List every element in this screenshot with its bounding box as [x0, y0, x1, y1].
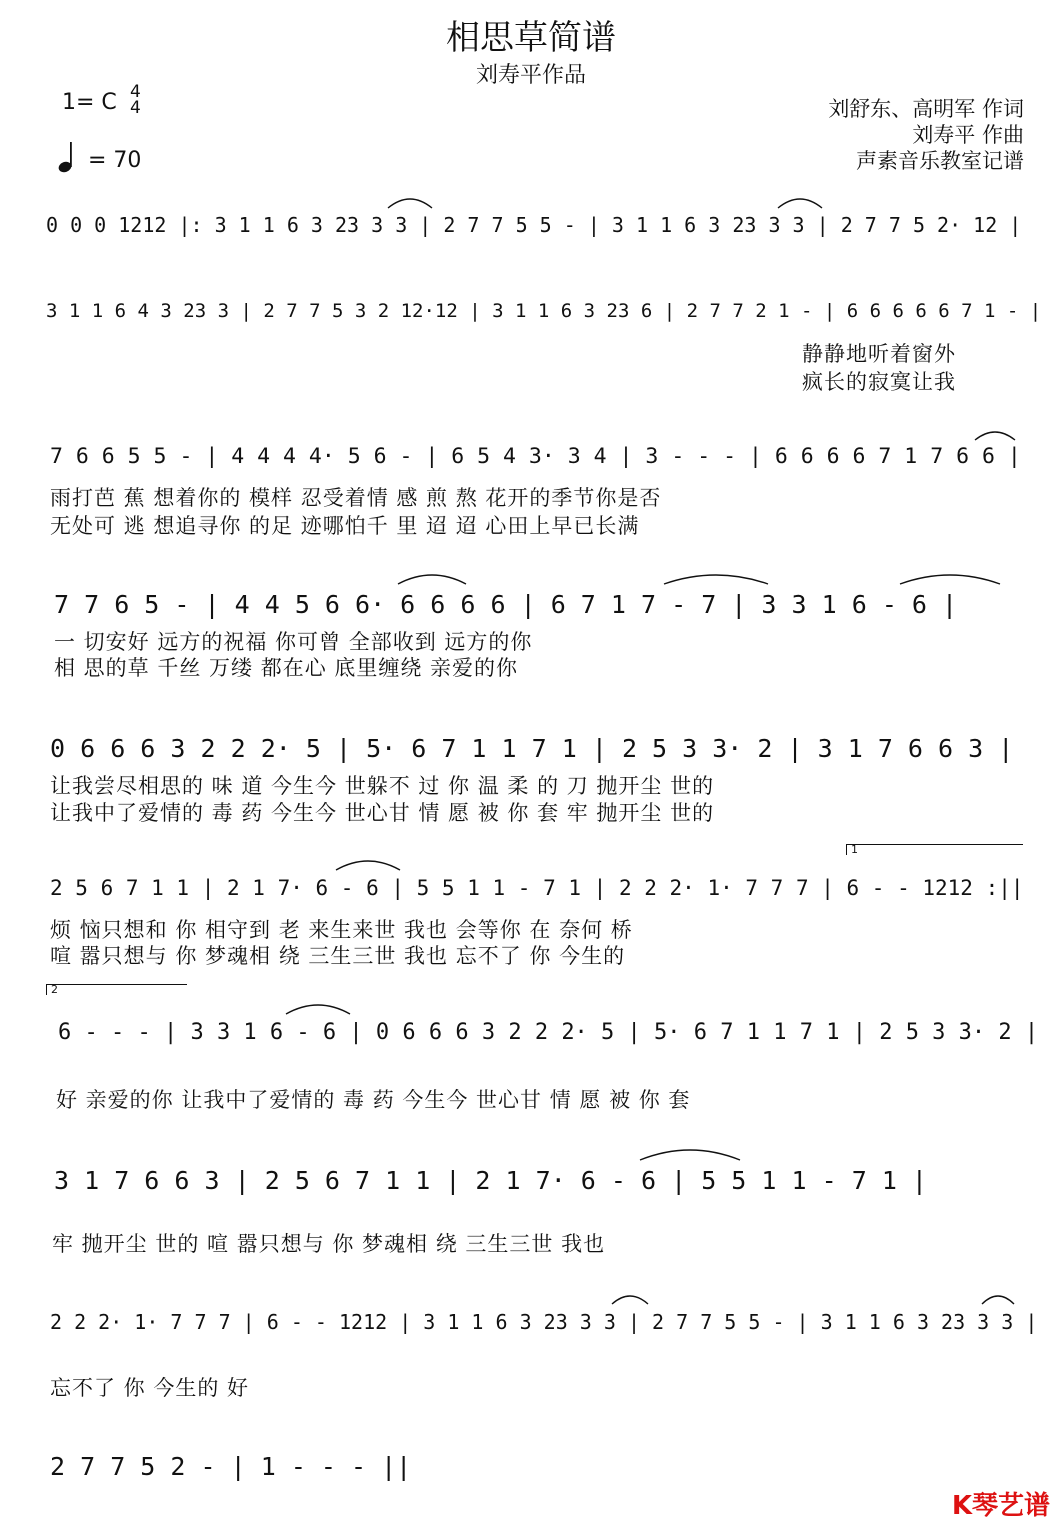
score-row-2-lyric-1: 静静地听着窗外	[802, 342, 956, 366]
time-signature-bottom: 4	[130, 98, 141, 118]
tie-mark	[975, 432, 1015, 440]
tie-mark	[900, 575, 1000, 584]
tie-mark	[664, 575, 768, 584]
second-ending-number: 2	[51, 983, 58, 996]
score-row-4-lyric-2: 相 思的草 千丝 万缕 都在心 底里缠绕 亲爱的你	[54, 656, 519, 680]
score-row-2-notes: 3 1 1 6 4 3 23 3 | 2 7 7 5 3 2 12·12 | 3 1 1 6 3 23 6 | 2 7 7 2 1 - | 6 6 6 6 6 7 1 - |	[46, 300, 1042, 322]
tie-mark	[388, 199, 432, 208]
score-row-5-lyric-1: 让我尝尽相思的 味 道 今生今 世躲不 过 你 温 柔 的 刀 抛开尘 世的	[50, 774, 715, 798]
score-row-8-notes: 3 1 7 6 6 3 | 2 5 6 7 1 1 | 2 1 7· 6 - 6 | 5 5 1 1 - 7 1 |	[54, 1166, 927, 1195]
score-row-5-lyric-2: 让我中了爱情的 毒 药 今生今 世心甘 情 愿 被 你 套 牢 抛开尘 世的	[50, 801, 715, 825]
first-ending-bracket	[846, 844, 1023, 855]
quarter-note-icon	[58, 140, 78, 174]
transcriber-credit: 声素音乐教室记谱	[856, 149, 1024, 173]
tie-mark	[778, 199, 822, 208]
page-subtitle: 刘寿平作品	[475, 63, 586, 88]
tie-mark	[982, 1296, 1014, 1304]
score-row-2-lyric-2: 疯长的寂寞让我	[802, 370, 956, 394]
composer-credit: 刘寿平 作曲	[912, 123, 1024, 147]
score-row-3-lyric-1: 雨打芭 蕉 想着你的 模样 忍受着情 感 煎 熬 花开的季节你是否	[50, 486, 662, 510]
first-ending-number: 1	[851, 843, 858, 856]
tempo-marking: = 70	[88, 148, 142, 173]
score-row-4-notes: 7 7 6 5 - | 4 4 5 6 6· 6 6 6 6 | 6 7 1 7 - 7 | 3 3 1 6 - 6 |	[54, 590, 958, 619]
second-ending-bracket	[46, 984, 187, 995]
key-signature: 1= C	[62, 90, 117, 115]
score-row-4-lyric-1: 一 切安好 远方的祝福 你可曾 全部收到 远方的你	[54, 630, 533, 654]
time-signature	[130, 84, 141, 116]
lyricist-credit: 刘舒东、高明军 作词	[828, 97, 1024, 121]
score-row-3-lyric-2: 无处可 逃 想追寻你 的足 迹哪怕千 里 迢 迢 心田上早已长满	[50, 514, 640, 538]
site-logo	[952, 1485, 1050, 1522]
tie-mark	[286, 1005, 350, 1014]
tie-mark	[612, 1296, 648, 1304]
score-row-9-lyric-1: 忘不了 你 今生的 好	[50, 1376, 250, 1400]
tie-mark	[336, 861, 400, 870]
score-row-6-lyric-1: 烦 恼只想和 你 相守到 老 来生来世 我也 会等你 在 奈何 桥	[50, 918, 633, 942]
tie-mark	[398, 575, 466, 584]
score-row-10-notes: 2 7 7 5 2 - | 1 - - - ||	[50, 1452, 412, 1481]
score-row-8-lyric-1: 牢 抛开尘 世的 喧 嚣只想与 你 梦魂相 绕 三生三世 我也	[52, 1232, 606, 1256]
tie-mark	[640, 1150, 740, 1160]
score-row-1-notes: 0 0 0 1212 |: 3 1 1 6 3 23 3 3 | 2 7 7 5 5 - | 3 1 1 6 3 23 3 3 | 2 7 7 5 2· 12 |	[46, 213, 1022, 237]
page-title: 相思草简谱	[446, 18, 616, 58]
score-row-6-lyric-2: 喧 嚣只想与 你 梦魂相 绕 三生三世 我也 忘不了 你 今生的	[50, 944, 626, 968]
score-row-9-notes: 2 2 2· 1· 7 7 7 | 6 - - 1212 | 3 1 1 6 3 23 3 3 | 2 7 7 5 5 - | 3 1 1 6 3 23 3 3 |	[50, 1310, 1038, 1334]
score-row-6-notes: 2 5 6 7 1 1 | 2 1 7· 6 - 6 | 5 5 1 1 - 7 1 | 2 2 2· 1· 7 7 7 | 6 - - 1212 :||	[50, 876, 1024, 900]
score-row-3-notes: 7 6 6 5 5 - | 4 4 4 4· 5 6 - | 6 5 4 3· 3 4 | 3 - - - | 6 6 6 6 7 1 7 6 6 |	[50, 444, 1021, 469]
credits	[828, 96, 1024, 174]
score-row-7-lyric-1: 好 亲爱的你 让我中了爱情的 毒 药 今生今 世心甘 情 愿 被 你 套	[56, 1088, 691, 1112]
time-signature-top: 4	[130, 82, 141, 102]
logo-text: 琴艺谱	[971, 1491, 1050, 1521]
score-row-5-notes: 0 6 6 6 3 2 2 2· 5 | 5· 6 7 1 1 7 1 | 2 5 3 3· 2 | 3 1 7 6 6 3 |	[50, 734, 1014, 763]
logo-mark-icon: K	[951, 1491, 972, 1521]
score-row-7-notes: 6 - - - | 3 3 1 6 - 6 | 0 6 6 6 3 2 2 2· 5 | 5· 6 7 1 1 7 1 | 2 5 3 3· 2 |	[58, 1020, 1039, 1045]
